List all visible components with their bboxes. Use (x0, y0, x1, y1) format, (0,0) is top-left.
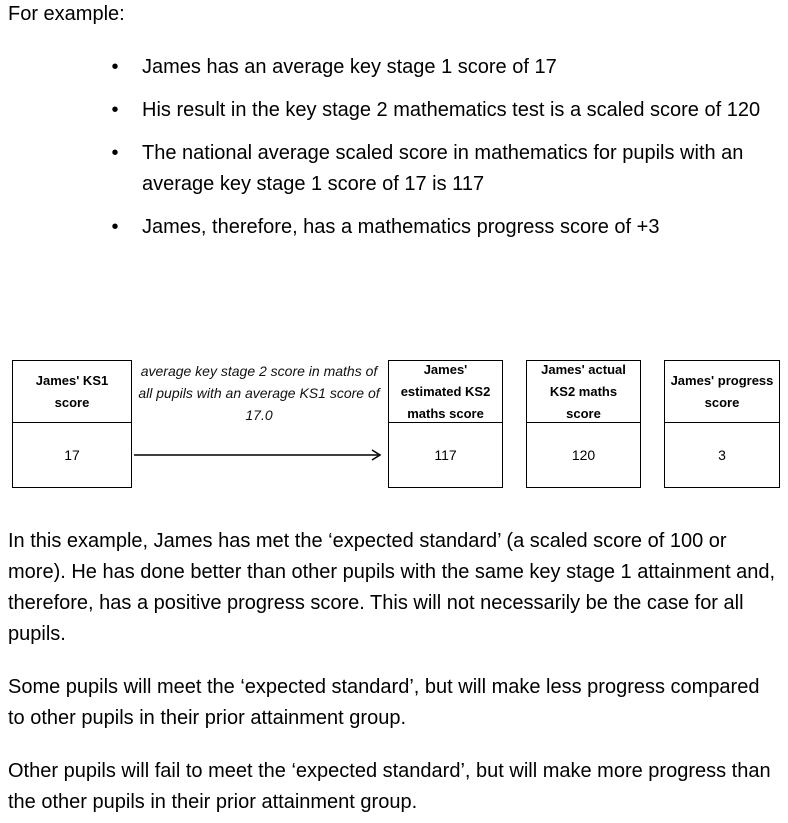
bullet-dot-icon: • (111, 216, 119, 238)
actual-ks2-header: James' actual KS2 maths score (527, 361, 640, 423)
actual-ks2-value: 120 (571, 446, 596, 463)
paragraph: In this example, James has met the ‘expected standard’ (a scaled score of 100 or more). He has done better than other pupils with the same key stage 1 attainment and, therefore, has a positive progress score. This will not necessarily be the case for all pupils. (8, 530, 776, 645)
bullet-list (0, 52, 788, 255)
bullet-item (0, 212, 788, 243)
bullet-text: The national average scaled score in mathematics for pupils with an average key stage 1 score of 17 is 117 (142, 142, 744, 195)
paragraph: Other pupils will fail to meet the ‘expected standard’, but will make more progress than the other pupils in their prior attainment group. (8, 760, 771, 813)
ks1-score-value: 17 (64, 446, 80, 463)
paragraph: Some pupils will meet the ‘expected standard’, but will make less progress compared to other pupils in their prior attainment group. (8, 676, 760, 729)
estimated-ks2-header: James' estimated KS2 maths score (389, 361, 502, 423)
bullet-dot-icon: • (111, 56, 119, 78)
bullet-item (0, 95, 788, 126)
arrow-right-icon (134, 448, 384, 462)
arrow-label: average key stage 2 score in maths of all pupils with an average KS1 score of 17.0 (138, 363, 380, 423)
bullet-text: James has an average key stage 1 score of 17 (142, 56, 557, 78)
estimated-ks2-value: 117 (434, 446, 457, 463)
bullet-text: His result in the key stage 2 mathematics test is a scaled score of 120 (142, 99, 761, 121)
bullet-dot-icon: • (111, 99, 119, 121)
progress-score-header: James' progress score (665, 361, 779, 423)
ks1-score-header: James' KS1 score (13, 361, 131, 423)
estimated-ks2-box (388, 360, 503, 488)
ks1-score-box (12, 360, 132, 488)
bullet-item (0, 138, 788, 200)
bullet-dot-icon: • (111, 142, 119, 164)
intro-text: For example: (8, 3, 125, 25)
actual-ks2-box (526, 360, 641, 488)
progress-score-box (664, 360, 780, 488)
bullet-text: James, therefore, has a mathematics progress score of +3 (142, 216, 660, 238)
progress-score-value: 3 (718, 446, 726, 463)
bullet-item (0, 52, 788, 83)
